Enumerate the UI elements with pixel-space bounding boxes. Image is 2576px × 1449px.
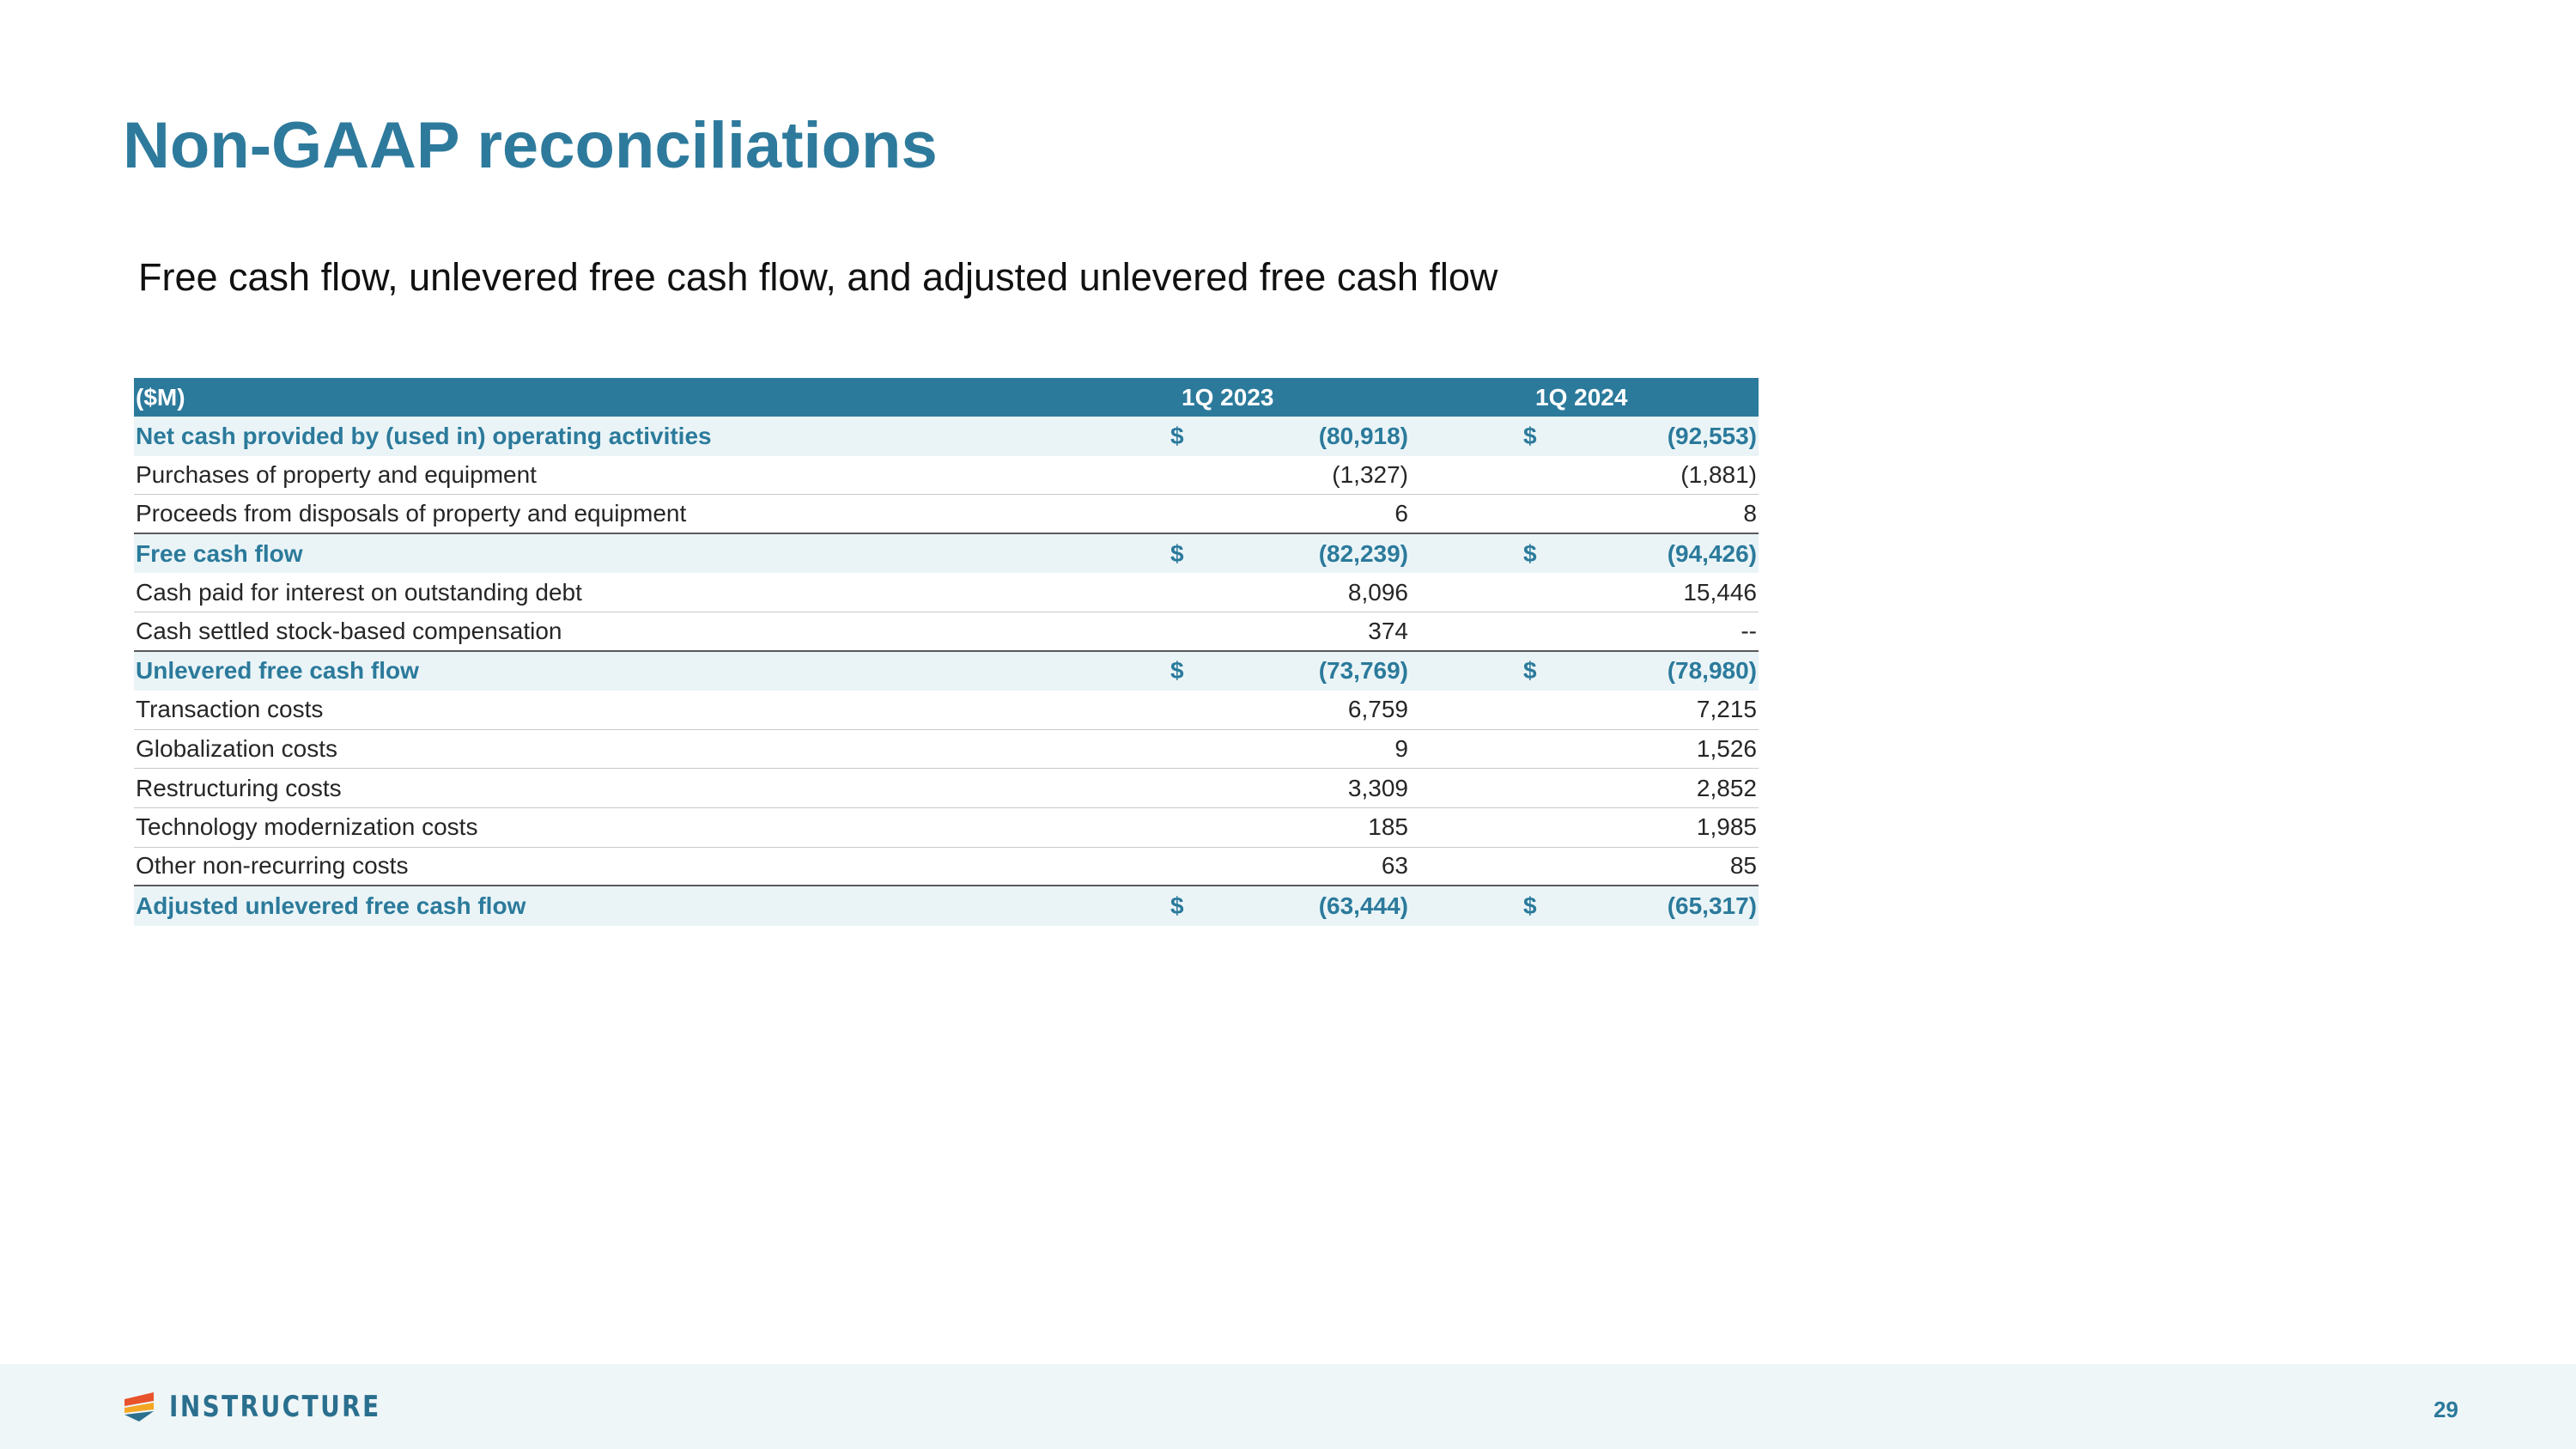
row-value-1q2023: 8,096 bbox=[1347, 578, 1408, 606]
header-col-1q2023: 1Q 2023 bbox=[1182, 383, 1274, 411]
page-title: Non-GAAP reconciliations bbox=[123, 109, 938, 182]
row-value-1q2023: 63 bbox=[1381, 852, 1408, 880]
header-col-1q2024: 1Q 2024 bbox=[1535, 383, 1628, 411]
table-row bbox=[134, 730, 1759, 770]
row-label: Adjusted unlevered free cash flow bbox=[136, 892, 526, 919]
row-label: Proceeds from disposals of property and equipment bbox=[136, 499, 687, 527]
table-row bbox=[134, 417, 1759, 456]
row-value-1q2024: (78,980) bbox=[1667, 657, 1757, 685]
logo-wordmark: INSTRUCTURE bbox=[169, 1390, 381, 1424]
row-value-1q2023: (73,769) bbox=[1318, 657, 1408, 685]
table-row bbox=[134, 495, 1759, 534]
row-value-1q2024: 2,852 bbox=[1696, 774, 1757, 801]
row-label: Purchases of property and equipment bbox=[136, 460, 537, 488]
company-logo bbox=[123, 1390, 428, 1424]
row-label: Other non-recurring costs bbox=[136, 852, 409, 880]
row-label: Free cash flow bbox=[136, 539, 303, 567]
row-currency-1q2023: $ bbox=[1170, 657, 1184, 685]
row-currency-1q2024: $ bbox=[1523, 657, 1537, 685]
table-row bbox=[134, 769, 1759, 808]
reconciliation-table bbox=[134, 378, 1759, 926]
row-value-1q2023: 185 bbox=[1368, 813, 1408, 841]
row-value-1q2024: (92,553) bbox=[1667, 422, 1757, 449]
row-value-1q2024: 7,215 bbox=[1696, 696, 1757, 723]
row-currency-1q2024: $ bbox=[1523, 539, 1537, 567]
table-row bbox=[134, 456, 1759, 496]
table-row bbox=[134, 612, 1759, 652]
page-number: 29 bbox=[2433, 1397, 2458, 1422]
row-value-1q2024: (65,317) bbox=[1667, 892, 1757, 919]
table-row bbox=[134, 573, 1759, 612]
row-value-1q2023: (1,327) bbox=[1332, 460, 1408, 488]
row-label: Net cash provided by (used in) operating activities bbox=[136, 422, 712, 449]
instructure-logo-icon bbox=[123, 1391, 155, 1423]
row-currency-1q2024: $ bbox=[1523, 892, 1537, 919]
row-value-1q2024: 1,526 bbox=[1696, 735, 1757, 763]
row-label: Globalization costs bbox=[136, 735, 338, 763]
row-value-1q2023: 6 bbox=[1394, 499, 1408, 527]
row-value-1q2024: -- bbox=[1741, 617, 1757, 644]
row-label: Cash settled stock-based compensation bbox=[136, 617, 562, 644]
row-value-1q2024: (94,426) bbox=[1667, 539, 1757, 567]
table-row bbox=[134, 652, 1759, 691]
row-value-1q2023: (82,239) bbox=[1318, 539, 1408, 567]
footer bbox=[0, 1364, 2576, 1449]
row-label: Cash paid for interest on outstanding debt bbox=[136, 578, 582, 606]
row-label: Unlevered free cash flow bbox=[136, 657, 419, 685]
header-units: ($M) bbox=[136, 383, 185, 411]
row-value-1q2023: 6,759 bbox=[1347, 696, 1408, 723]
row-value-1q2023: (80,918) bbox=[1318, 422, 1408, 449]
row-currency-1q2023: $ bbox=[1170, 892, 1184, 919]
row-value-1q2023: (63,444) bbox=[1318, 892, 1408, 919]
row-label: Technology modernization costs bbox=[136, 813, 478, 841]
table-row bbox=[134, 691, 1759, 730]
row-value-1q2024: 85 bbox=[1729, 852, 1757, 880]
row-value-1q2023: 3,309 bbox=[1347, 774, 1408, 801]
row-currency-1q2024: $ bbox=[1523, 422, 1537, 449]
row-value-1q2024: 15,446 bbox=[1683, 578, 1757, 606]
table-row bbox=[134, 848, 1759, 887]
row-value-1q2024: (1,881) bbox=[1680, 460, 1757, 488]
row-label: Restructuring costs bbox=[136, 774, 342, 801]
row-value-1q2023: 9 bbox=[1394, 735, 1408, 763]
table-row bbox=[134, 534, 1759, 574]
table-header bbox=[134, 378, 1759, 417]
row-currency-1q2023: $ bbox=[1170, 422, 1184, 449]
row-currency-1q2023: $ bbox=[1170, 539, 1184, 567]
row-value-1q2024: 1,985 bbox=[1696, 813, 1757, 841]
row-value-1q2024: 8 bbox=[1743, 499, 1757, 527]
page-subtitle: Free cash flow, unlevered free cash flow, and adjusted unlevered free cash flow bbox=[138, 255, 1498, 299]
row-label: Transaction costs bbox=[136, 696, 324, 723]
table-row bbox=[134, 886, 1759, 926]
table-body bbox=[134, 417, 1759, 926]
table-row bbox=[134, 808, 1759, 848]
row-value-1q2023: 374 bbox=[1368, 617, 1408, 644]
